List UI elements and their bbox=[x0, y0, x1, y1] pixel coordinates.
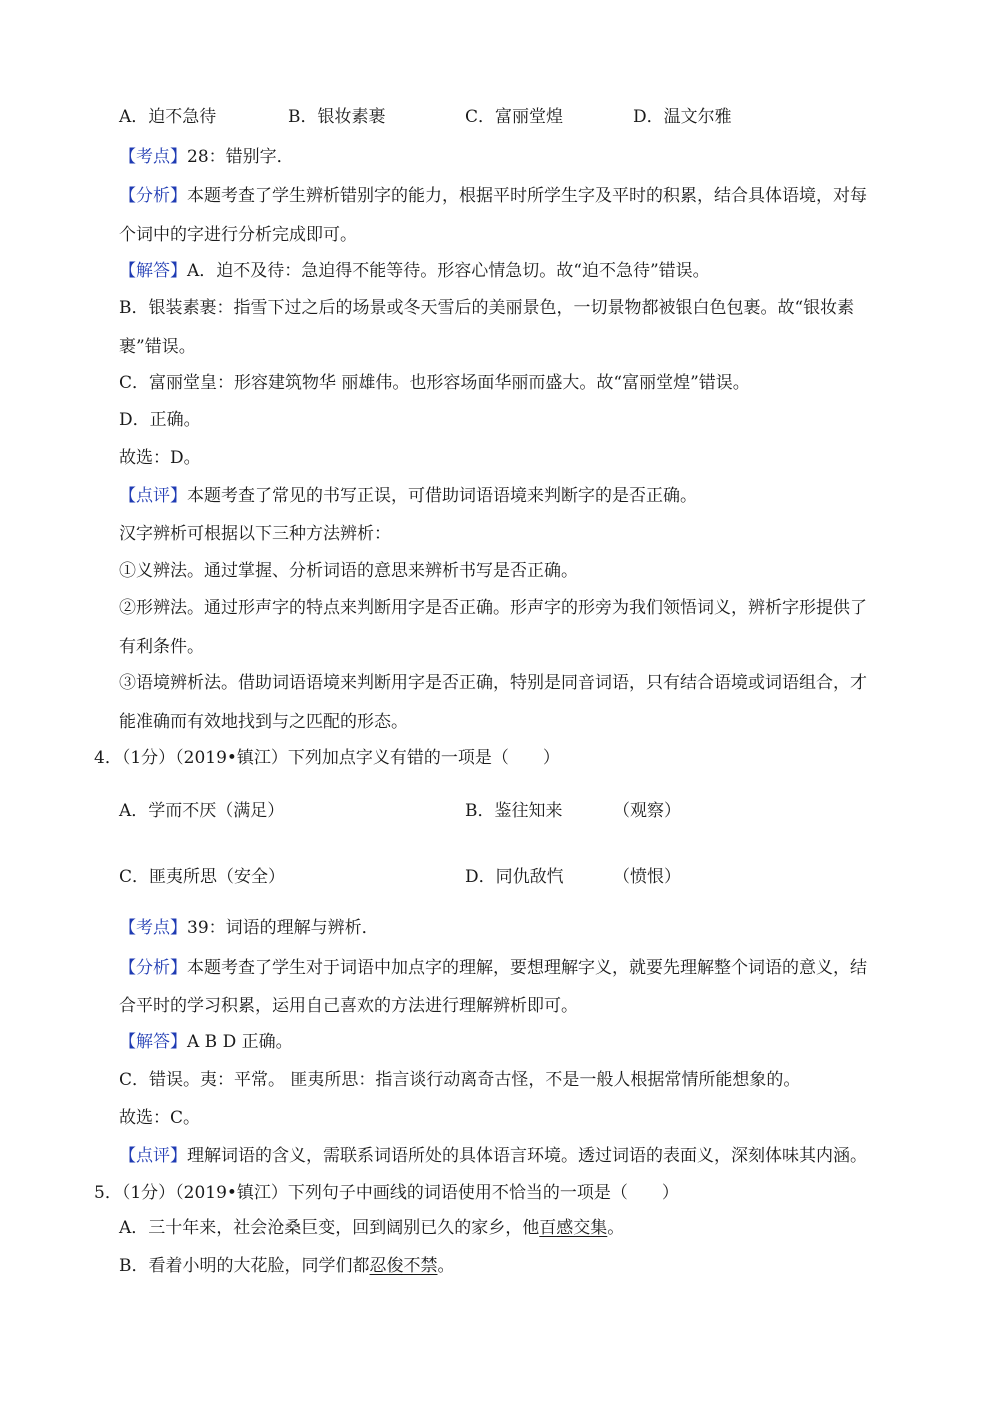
kaodian-tag: 【考点】 bbox=[119, 918, 187, 938]
q3-option-d: D．温文尔雅 bbox=[633, 107, 732, 127]
q5-option-b-underlined: 忍俊不禁 bbox=[369, 1256, 438, 1276]
q5-option-a bbox=[119, 1216, 624, 1240]
q5-option-a-underlined: 百感交集 bbox=[539, 1218, 608, 1238]
q4-kaodian-text: 39：词语的理解与辨析． bbox=[187, 918, 379, 938]
q3-fenxi bbox=[119, 184, 867, 208]
q4-jieda-line3: 故选：C。 bbox=[119, 1108, 201, 1128]
q4-option-b: B．鉴往知来 bbox=[465, 801, 563, 821]
q3-jieda-line1: A．迫不及待：急迫得不能等待。形容心情急切。故“迫不急待”错误。 bbox=[187, 261, 710, 281]
q5-option-a-pre: A．三十年来，社会沧桑巨变，回到阔别已久的家乡，他 bbox=[119, 1218, 540, 1238]
q3-dianping-line5: 有利条件。 bbox=[119, 637, 204, 657]
q3-jieda-line3: 裹”错误。 bbox=[119, 337, 196, 357]
q3-dianping-line7: 能准确而有效地找到与之匹配的形态。 bbox=[119, 712, 408, 732]
q4-fenxi-line2: 合平时的学习积累，运用自己喜欢的方法进行理解辨析即可。 bbox=[119, 996, 578, 1016]
q3-jieda-line2: B．银装素裹：指雪下过之后的场景或冬天雪后的美丽景色，一切景物都被银白色包裹。故“银妆素 bbox=[119, 298, 855, 318]
q3-dianping-line6: ③语境辨析法。借助词语语境来判断用字是否正确，特别是同音词语，只有结合语境或词语组合，才 bbox=[119, 673, 867, 693]
q3-option-c: C．富丽堂煌 bbox=[465, 107, 564, 127]
q3-jieda bbox=[119, 259, 710, 283]
dianping-tag: 【点评】 bbox=[119, 486, 187, 506]
q5-option-b bbox=[119, 1254, 455, 1278]
q4-option-d-gloss: （愤恨） bbox=[613, 867, 681, 887]
q4-option-b-gloss: （观察） bbox=[613, 801, 681, 821]
q4-jieda-line1: A B D 正确。 bbox=[187, 1032, 293, 1052]
jieda-tag: 【解答】 bbox=[119, 261, 187, 281]
q3-dianping-line4: ②形辨法。通过形声字的特点来判断用字是否正确。形声字的形旁为我们领悟词义，辨析字形提供了 bbox=[119, 598, 867, 618]
q4-fenxi-line1: 本题考查了学生对于词语中加点字的理解，要想理解字义，就要先理解整个词语的意义，结 bbox=[187, 958, 867, 978]
q4-dianping-line1: 理解词语的含义，需联系词语所处的具体语言环境。透过词语的表面义，深刻体味其内涵。 bbox=[187, 1146, 867, 1166]
q3-fenxi-line1: 本题考查了学生辨析错别字的能力，根据平时所学生字及平时的积累，结合具体语境，对每 bbox=[187, 186, 867, 206]
q4-option-a: A．学而不厌（满足） bbox=[119, 801, 285, 821]
q4-stem: 4．（1分）（2019•镇江）下列加点字义有错的一项是（ ） bbox=[94, 748, 560, 768]
q3-dianping-line2: 汉字辨析可根据以下三种方法辨析： bbox=[119, 524, 391, 544]
q5-option-a-post: 。 bbox=[607, 1218, 625, 1238]
q4-jieda bbox=[119, 1030, 293, 1054]
q4-kaodian bbox=[119, 916, 379, 940]
q4-dianping bbox=[119, 1144, 867, 1168]
q3-dianping-line1: 本题考查了常见的书写正误，可借助词语语境来判断字的是否正确。 bbox=[187, 486, 697, 506]
q3-fenxi-line2: 个词中的字进行分析完成即可。 bbox=[119, 225, 357, 245]
q5-stem: 5．（1分）（2019•镇江）下列句子中画线的词语使用不恰当的一项是（ ） bbox=[94, 1183, 679, 1203]
q3-jieda-line4: C．富丽堂皇：形容建筑物华 丽雄伟。也形容场面华丽而盛大。故“富丽堂煌”错误。 bbox=[119, 373, 750, 393]
q3-dianping-line3: ①义辨法。通过掌握、分析词语的意思来辨析书写是否正确。 bbox=[119, 561, 578, 581]
q3-kaodian bbox=[119, 145, 294, 169]
q3-kaodian-text: 28：错别字． bbox=[187, 147, 294, 167]
q3-option-b: B．银妆素裹 bbox=[288, 107, 386, 127]
fenxi-tag: 【分析】 bbox=[119, 958, 187, 978]
q4-jieda-line2: C．错误。夷：平常。 匪夷所思：指言谈行动离奇古怪，不是一般人根据常情所能想象的。 bbox=[119, 1070, 801, 1090]
q3-dianping bbox=[119, 484, 697, 508]
q4-option-c: C．匪夷所思（安全） bbox=[119, 867, 286, 887]
q4-option-d: D．同仇敌忾 bbox=[465, 867, 564, 887]
jieda-tag: 【解答】 bbox=[119, 1032, 187, 1052]
q5-option-b-post: 。 bbox=[437, 1256, 455, 1276]
q5-option-b-pre: B．看着小明的大花脸，同学们都 bbox=[119, 1256, 370, 1276]
q3-option-a: A．迫不急待 bbox=[119, 107, 217, 127]
kaodian-tag: 【考点】 bbox=[119, 147, 187, 167]
q3-jieda-line6: 故选：D。 bbox=[119, 448, 201, 468]
q4-fenxi bbox=[119, 956, 867, 980]
fenxi-tag: 【分析】 bbox=[119, 186, 187, 206]
q3-jieda-line5: D．正确。 bbox=[119, 410, 201, 430]
dianping-tag: 【点评】 bbox=[119, 1146, 187, 1166]
